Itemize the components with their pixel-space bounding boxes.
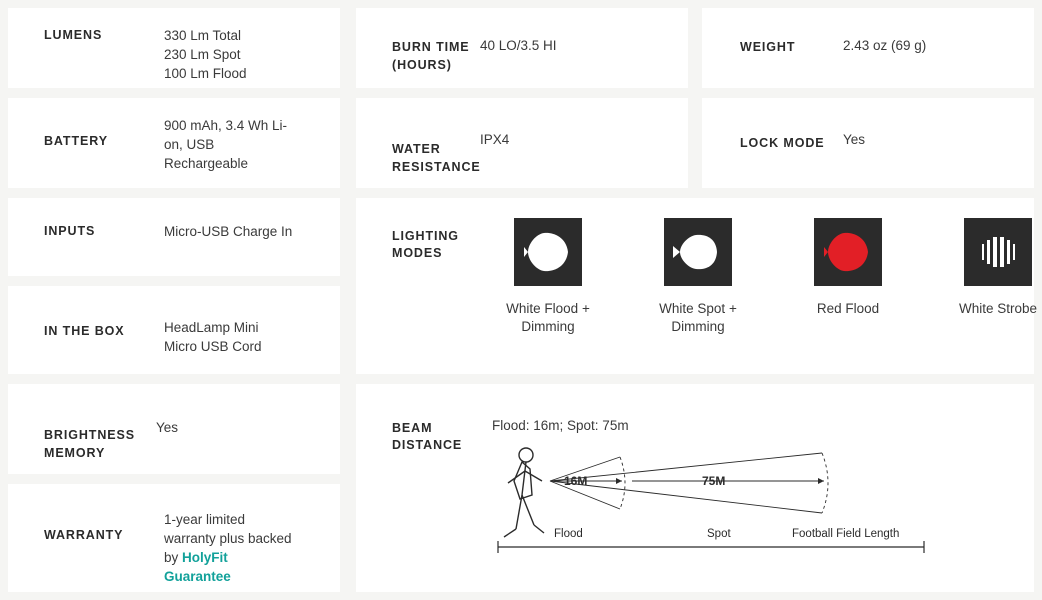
beam-diagram bbox=[492, 437, 1018, 582]
spec-card-water-resistance bbox=[356, 98, 688, 188]
spec-value-line: Yes bbox=[843, 132, 866, 147]
spec-value-line: 230 Lm Spot bbox=[164, 47, 241, 63]
white-flood-swatch bbox=[514, 218, 582, 286]
spec-card-warranty bbox=[8, 484, 340, 592]
spec-value-line: Yes bbox=[156, 420, 179, 435]
lighting-mode-caption bbox=[942, 300, 1042, 318]
caption-line-2: + Dimming bbox=[671, 301, 737, 335]
axis-label-flood: Flood bbox=[554, 528, 583, 540]
holyfit-guarantee-link[interactable]: HolyFit bbox=[182, 550, 228, 566]
spec-label-in-the-box: IN THE BOX bbox=[44, 324, 125, 338]
spec-card-burn-time bbox=[356, 8, 688, 88]
beam-distance-svg bbox=[492, 437, 932, 577]
lighting-mode-item bbox=[792, 218, 904, 336]
white-strobe-swatch bbox=[964, 218, 1032, 286]
holyfit-guarantee-link-2[interactable]: Guarantee bbox=[164, 569, 231, 585]
spot-cone bbox=[550, 453, 828, 513]
spec-label-text: BURN TIME (HOURS) bbox=[392, 40, 470, 73]
spec-value-lumens bbox=[164, 26, 324, 83]
lighting-mode-caption bbox=[492, 300, 604, 336]
spec-label-beam-distance bbox=[372, 402, 492, 454]
spot-distance-label: 75M bbox=[702, 474, 726, 488]
spec-value-line: Micro-USB Charge In bbox=[164, 224, 293, 239]
spec-label-burn-time bbox=[372, 26, 480, 74]
lighting-modes-list bbox=[492, 216, 1042, 336]
spec-value-lock-mode bbox=[843, 116, 1018, 149]
spec-label-text: WATER RESISTANCE bbox=[392, 142, 481, 175]
spec-label-lock-mode: LOCK MODE bbox=[740, 136, 825, 150]
axis-label-football-field: Football Field Length bbox=[792, 528, 900, 540]
spec-card-battery bbox=[8, 98, 340, 188]
spec-value-line: 900 mAh, 3.4 Wh Li- bbox=[164, 118, 288, 133]
spec-label-water-resistance bbox=[372, 116, 480, 176]
lighting-mode-caption bbox=[642, 300, 754, 336]
caption-line-1: White Flood bbox=[506, 301, 579, 316]
spec-card-inputs bbox=[8, 198, 340, 276]
spec-label-brightness-memory bbox=[24, 402, 156, 462]
axis-label-spot: Spot bbox=[707, 528, 731, 540]
spec-card-lumens bbox=[8, 8, 340, 88]
spec-label-lighting-modes bbox=[372, 216, 492, 262]
warranty-link-prefix: by bbox=[164, 550, 183, 566]
spec-value-line: warranty plus backed bbox=[164, 531, 292, 547]
spec-value-line: on, USB bbox=[164, 137, 215, 153]
flood-beam-icon bbox=[522, 230, 574, 274]
spec-label-battery: BATTERY bbox=[44, 134, 108, 148]
spec-value-line: 1-year limited bbox=[164, 512, 246, 527]
spec-value-line: IPX4 bbox=[480, 132, 510, 147]
flood-distance-label: 16M bbox=[564, 474, 588, 488]
spec-card-in-the-box bbox=[8, 286, 340, 374]
walking-person-icon bbox=[504, 448, 544, 537]
beam-distance-body bbox=[492, 402, 1018, 582]
spec-value-line: Rechargeable bbox=[164, 156, 249, 172]
spec-label-lumens: LUMENS bbox=[44, 28, 103, 42]
spec-label-weight: WEIGHT bbox=[740, 40, 796, 54]
baseline-ruler bbox=[498, 541, 924, 553]
lighting-modes-body bbox=[492, 216, 1042, 336]
spec-card-lighting-modes bbox=[356, 198, 1038, 374]
strobe-icon bbox=[972, 230, 1024, 274]
caption-line-1: Red Flood bbox=[816, 301, 880, 316]
spec-card-beam-distance bbox=[356, 384, 1034, 592]
spec-value-line: 100 Lm Flood bbox=[164, 66, 247, 82]
spec-value-line: Micro USB Cord bbox=[164, 339, 262, 355]
spec-value-line: 330 Lm Total bbox=[164, 28, 242, 43]
white-spot-swatch bbox=[664, 218, 732, 286]
flood-cone bbox=[550, 457, 625, 509]
red-flood-icon bbox=[822, 230, 874, 274]
spec-card-brightness-memory bbox=[8, 384, 340, 474]
caption-line-2: + Dimming bbox=[521, 301, 590, 335]
spec-value-water-resistance bbox=[480, 116, 672, 149]
spec-card-weight bbox=[702, 8, 1034, 88]
warranty-link-line-2 bbox=[164, 567, 324, 586]
spec-label-text: LIGHTING MODES bbox=[392, 229, 459, 260]
spec-label-text: BEAM DISTANCE bbox=[392, 421, 463, 452]
lighting-mode-item bbox=[642, 218, 754, 336]
beam-distance-summary: Flood: 16m; Spot: 75m bbox=[492, 418, 629, 433]
spec-value-inputs bbox=[164, 216, 324, 241]
spot-distance-arrow bbox=[632, 478, 824, 484]
spec-value-line: 40 LO/3.5 HI bbox=[480, 38, 557, 53]
spec-label-warranty: WARRANTY bbox=[44, 528, 124, 542]
spec-value-brightness-memory bbox=[156, 402, 324, 437]
spec-value-burn-time bbox=[480, 26, 672, 55]
spec-value-line: HeadLamp Mini bbox=[164, 320, 259, 335]
spec-label-text: BRIGHTNESS MEMORY bbox=[44, 428, 135, 461]
spot-beam-icon bbox=[672, 230, 724, 274]
spec-value-battery bbox=[164, 116, 324, 173]
caption-line-1: White Strobe bbox=[958, 301, 1038, 316]
warranty-link-line bbox=[164, 548, 324, 567]
spec-value-line: 2.43 oz (69 g) bbox=[843, 38, 927, 53]
spec-value-in-the-box bbox=[164, 304, 324, 356]
spec-card-lock-mode bbox=[702, 98, 1034, 188]
lighting-mode-item bbox=[492, 218, 604, 336]
lighting-mode-caption bbox=[792, 300, 904, 318]
spec-value-weight bbox=[843, 26, 1018, 55]
caption-line-1: White Spot bbox=[659, 301, 726, 316]
spec-value-warranty bbox=[164, 502, 324, 587]
spec-label-inputs: INPUTS bbox=[44, 224, 96, 238]
red-flood-swatch bbox=[814, 218, 882, 286]
lighting-mode-item bbox=[942, 218, 1042, 336]
